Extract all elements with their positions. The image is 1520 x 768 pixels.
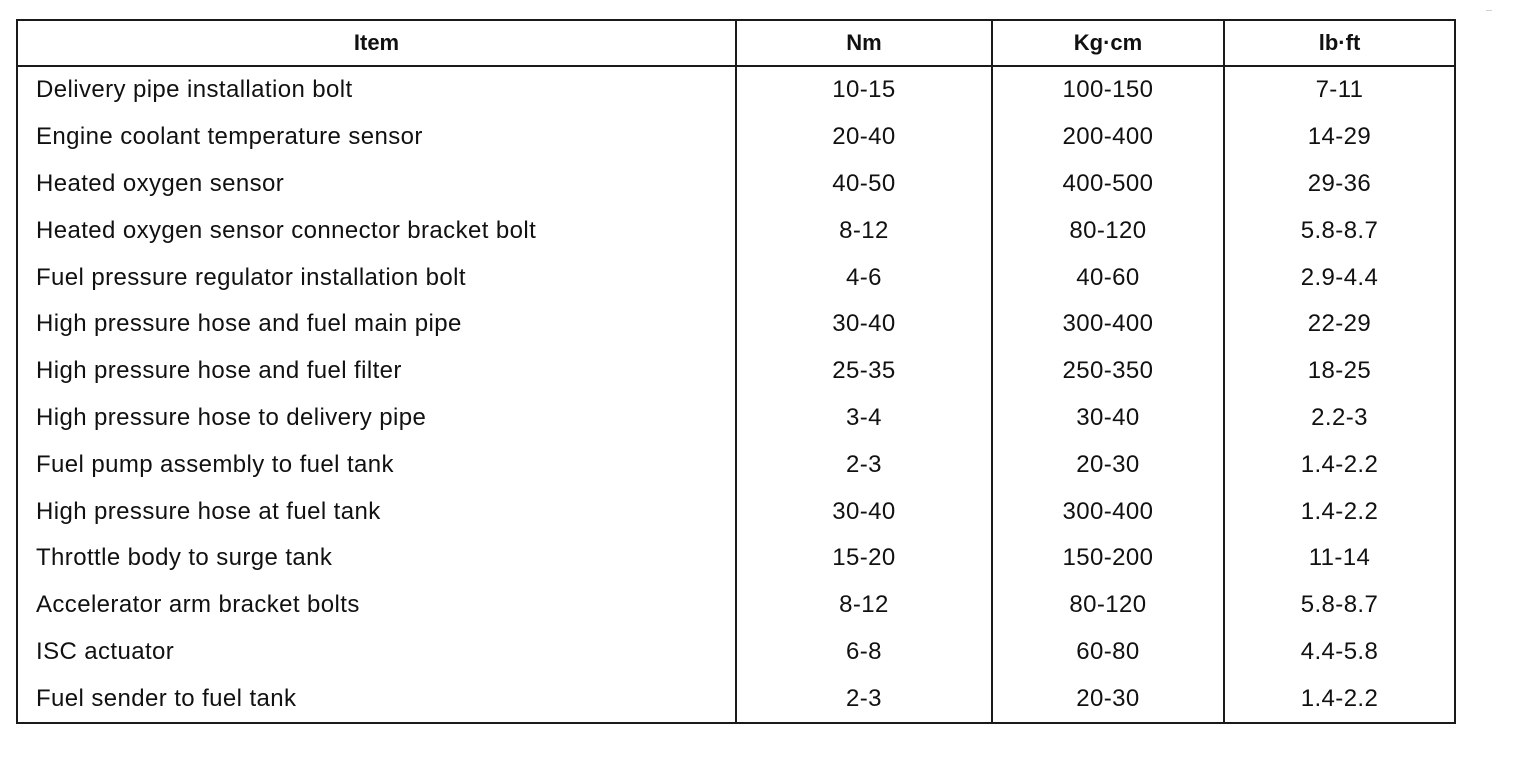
cell-kgcm: 200-400 <box>992 114 1224 161</box>
cell-nm: 3-4 <box>736 395 992 442</box>
cell-kgcm: 300-400 <box>992 488 1224 535</box>
header-nm: Nm <box>736 20 992 66</box>
cell-nm: 8-12 <box>736 207 992 254</box>
cell-lbft: 5.8-8.7 <box>1300 591 1379 619</box>
table-row <box>17 114 1455 161</box>
cell-nm: 15-20 <box>736 535 992 582</box>
cell-item: Engine coolant temperature sensor <box>17 114 736 161</box>
cell-kgcm: 100-150 <box>992 66 1224 114</box>
cell-nm: 20-40 <box>736 114 992 161</box>
cell-lbft: 11-14 <box>1308 544 1371 572</box>
table-body <box>17 66 1455 723</box>
cell-kgcm: 150-200 <box>992 535 1224 582</box>
cell-kgcm: 40-60 <box>992 254 1224 301</box>
cell-lbft: 29-36 <box>1307 169 1372 197</box>
cell-kgcm: 60-80 <box>992 629 1224 676</box>
cell-lbft: 7-11 <box>1315 76 1364 104</box>
cell-nm: 2-3 <box>736 441 992 488</box>
header-lbft: lb·ft <box>1224 20 1455 66</box>
table-header <box>17 20 1455 66</box>
cell-lbft: 1.4-2.2 <box>1300 497 1379 525</box>
cell-kgcm: 400-500 <box>992 161 1224 208</box>
cell-lbft: 14-29 <box>1307 123 1372 151</box>
cell-kgcm: 80-120 <box>992 207 1224 254</box>
cell-kgcm: 20-30 <box>992 675 1224 723</box>
cell-nm: 25-35 <box>736 348 992 395</box>
cell-item: Accelerator arm bracket bolts <box>17 582 736 629</box>
table-row <box>17 441 1455 488</box>
header-item: Item <box>17 20 736 66</box>
cell-nm: 30-40 <box>736 488 992 535</box>
cell-nm: 30-40 <box>736 301 992 348</box>
table-row <box>17 488 1455 535</box>
cell-nm: 4-6 <box>736 254 992 301</box>
header-row <box>17 20 1455 66</box>
table-row <box>17 301 1455 348</box>
cell-item: Delivery pipe installation bolt <box>17 66 736 114</box>
table-row <box>17 629 1455 676</box>
cell-lbft: 22-29 <box>1307 310 1372 338</box>
cell-kgcm: 300-400 <box>992 301 1224 348</box>
cell-item: Fuel pump assembly to fuel tank <box>17 441 736 488</box>
cell-item: Heated oxygen sensor connector bracket bolt <box>17 207 736 254</box>
cell-kgcm: 30-40 <box>992 395 1224 442</box>
table-row <box>17 254 1455 301</box>
table-row <box>17 348 1455 395</box>
scan-artifact-mark <box>1486 10 1492 11</box>
cell-item: High pressure hose to delivery pipe <box>17 395 736 442</box>
cell-item: ISC actuator <box>17 629 736 676</box>
cell-lbft: 1.4-2.2 <box>1300 450 1379 478</box>
cell-item: Throttle body to surge tank <box>17 535 736 582</box>
cell-item: Fuel sender to fuel tank <box>17 675 736 723</box>
cell-lbft: 2.2-3 <box>1311 403 1368 431</box>
cell-item: High pressure hose at fuel tank <box>17 488 736 535</box>
header-kgcm: Kg·cm <box>992 20 1224 66</box>
table-row <box>17 161 1455 208</box>
table-row <box>17 535 1455 582</box>
cell-nm: 6-8 <box>736 629 992 676</box>
cell-nm: 10-15 <box>736 66 992 114</box>
cell-item: Fuel pressure regulator installation bolt <box>17 254 736 301</box>
cell-item: High pressure hose and fuel filter <box>17 348 736 395</box>
cell-nm: 8-12 <box>736 582 992 629</box>
cell-nm: 2-3 <box>736 675 992 723</box>
table-row <box>17 675 1455 723</box>
cell-kgcm: 250-350 <box>992 348 1224 395</box>
table-row <box>17 66 1455 114</box>
cell-item: High pressure hose and fuel main pipe <box>17 301 736 348</box>
cell-lbft: 2.9-4.4 <box>1300 263 1379 291</box>
cell-kgcm: 20-30 <box>992 441 1224 488</box>
table-row <box>17 207 1455 254</box>
torque-spec-table <box>16 19 1456 724</box>
cell-lbft: 18-25 <box>1307 357 1372 385</box>
cell-nm: 40-50 <box>736 161 992 208</box>
cell-lbft: 4.4-5.8 <box>1300 637 1379 665</box>
cell-lbft: 1.4-2.2 <box>1300 684 1379 712</box>
table-row <box>17 395 1455 442</box>
cell-lbft: 5.8-8.7 <box>1300 216 1379 244</box>
table-row <box>17 582 1455 629</box>
cell-item: Heated oxygen sensor <box>17 161 736 208</box>
cell-kgcm: 80-120 <box>992 582 1224 629</box>
